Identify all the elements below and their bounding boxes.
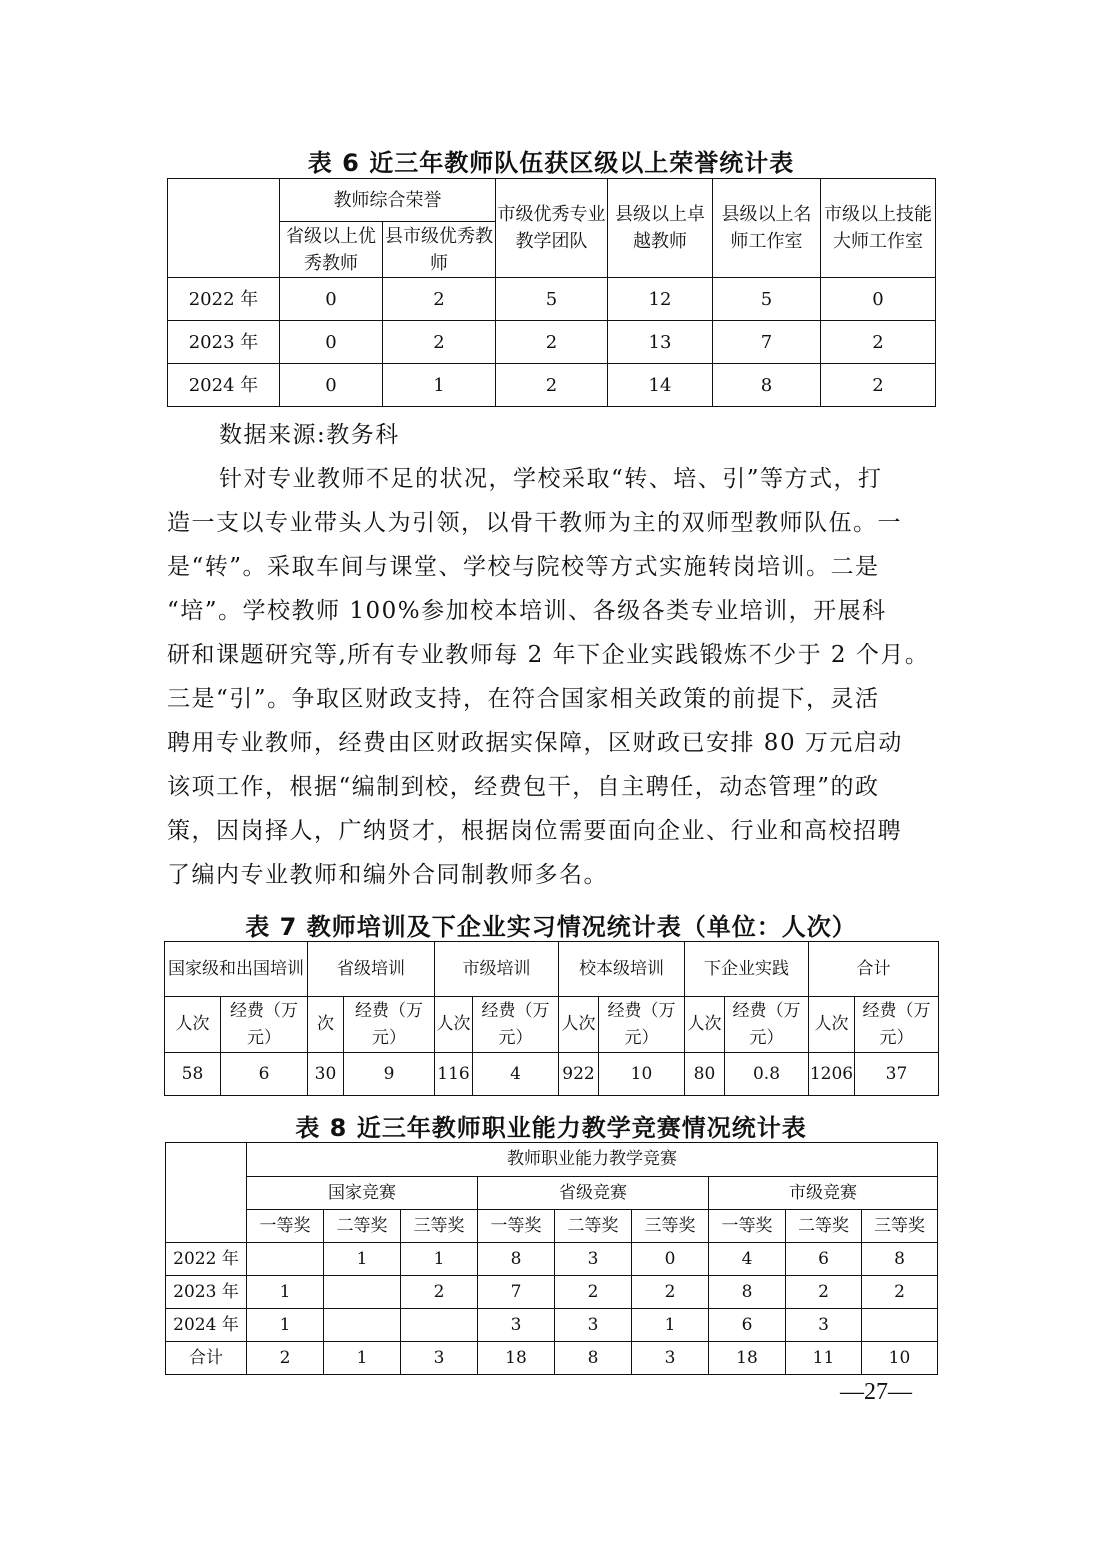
table7-group-header: 国家级和出国培训 [165, 942, 308, 997]
table7-sub-header: 经费（万元） [725, 997, 809, 1053]
cell: 13 [608, 321, 713, 364]
row-label: 2022 年 [166, 1243, 247, 1276]
table7 [164, 941, 939, 1096]
table7-sub-header: 人次 [685, 997, 725, 1053]
cell: 2 [555, 1276, 632, 1309]
cell: 0 [632, 1243, 709, 1276]
cell: 8 [478, 1243, 555, 1276]
cell: 2 [496, 364, 608, 407]
cell: 8 [555, 1342, 632, 1375]
cell: 1 [383, 364, 496, 407]
cell: 4 [473, 1053, 559, 1096]
row-label: 2023 年 [166, 1276, 247, 1309]
paragraph-line: 策，因岗择人，广纳贤才，根据岗位需要面向企业、行业和高校招聘 [167, 818, 902, 844]
table6-sub-header: 省级以上优秀教师 [280, 222, 383, 278]
cell: 2 [383, 278, 496, 321]
cell: 2 [821, 321, 936, 364]
table7-sub-header: 人次 [165, 997, 221, 1053]
cell: 2 [821, 364, 936, 407]
cell [862, 1309, 938, 1342]
cell: 922 [559, 1053, 599, 1096]
cell: 6 [709, 1309, 786, 1342]
row-year: 2024 年 [168, 364, 280, 407]
paragraph-line: “培”。学校教师 100%参加校本培训、各级各类专业培训，开展科 [167, 598, 887, 624]
paragraph-line: 针对专业教师不足的状况，学校采取“转、培、引”等方式，打 [219, 466, 883, 492]
cell: 1 [632, 1309, 709, 1342]
table7-group-header: 校本级培训 [559, 942, 685, 997]
table7-sub-header: 次 [308, 997, 344, 1053]
cell: 116 [435, 1053, 473, 1096]
table-row [165, 1053, 939, 1096]
table6 [167, 178, 936, 407]
cell [401, 1309, 478, 1342]
table7-group-header: 市级培训 [435, 942, 559, 997]
paragraph-line: 造一支以专业带头人为引领，以骨干教师为主的双师型教师队伍。一 [167, 510, 902, 536]
table8-award-header: 三等奖 [401, 1210, 478, 1243]
table8-award-header: 二等奖 [324, 1210, 401, 1243]
cell: 2 [401, 1276, 478, 1309]
table7-sub-header: 经费（万元） [855, 997, 939, 1053]
row-label: 2024 年 [166, 1309, 247, 1342]
row-year: 2022 年 [168, 278, 280, 321]
table8-group-header: 市级竞赛 [709, 1177, 938, 1210]
cell [324, 1309, 401, 1342]
table7-sub-header: 经费（万元） [221, 997, 308, 1053]
paragraph-line: 是“转”。采取车间与课堂、学校与院校等方式实施转岗培训。二是 [167, 554, 880, 580]
cell: 8 [862, 1243, 938, 1276]
cell: 7 [713, 321, 821, 364]
cell: 1206 [809, 1053, 855, 1096]
row-year: 2023 年 [168, 321, 280, 364]
table7-group-header: 省级培训 [308, 942, 435, 997]
table-row [166, 1243, 938, 1276]
cell: 3 [555, 1243, 632, 1276]
cell: 1 [324, 1243, 401, 1276]
table-row [168, 364, 936, 407]
cell: 3 [786, 1309, 862, 1342]
paragraph-line: 聘用专业教师，经费由区财政据实保障，区财政已安排 80 万元启动 [167, 730, 903, 756]
cell: 0.8 [725, 1053, 809, 1096]
table7-sub-header: 经费（万元） [344, 997, 435, 1053]
cell: 2 [247, 1342, 324, 1375]
body-paragraph [167, 457, 935, 897]
table7-group-header: 合计 [809, 942, 939, 997]
table8-top-header: 教师职业能力教学竞赛 [247, 1143, 938, 1177]
table8-group-header: 国家竞赛 [247, 1177, 478, 1210]
cell: 8 [709, 1276, 786, 1309]
cell: 9 [344, 1053, 435, 1096]
cell: 18 [478, 1342, 555, 1375]
table7-sub-header: 人次 [559, 997, 599, 1053]
table6-group-header: 教师综合荣誉 [280, 179, 496, 222]
cell: 3 [555, 1309, 632, 1342]
cell: 5 [496, 278, 608, 321]
table7-caption: 表 7 教师培训及下企业实习情况统计表（单位：人次） [245, 913, 857, 941]
cell: 30 [308, 1053, 344, 1096]
table8-award-header: 一等奖 [709, 1210, 786, 1243]
table7-sub-header: 人次 [435, 997, 473, 1053]
row-label: 合计 [166, 1342, 247, 1375]
cell: 10 [599, 1053, 685, 1096]
cell: 5 [713, 278, 821, 321]
table-row [166, 1309, 938, 1342]
cell: 14 [608, 364, 713, 407]
paragraph-line: 了编内专业教师和编外合同制教师多名。 [167, 862, 608, 888]
table8-award-header: 三等奖 [632, 1210, 709, 1243]
cell: 3 [401, 1342, 478, 1375]
paragraph-line: 研和课题研究等,所有专业教师每 2 年下企业实践锻炼不少于 2 个月。 [167, 642, 930, 668]
table8-caption: 表 8 近三年教师职业能力教学竞赛情况统计表 [295, 1114, 807, 1142]
table-row [166, 1276, 938, 1309]
cell: 12 [608, 278, 713, 321]
cell: 2 [496, 321, 608, 364]
page-number: —27— [840, 1379, 912, 1405]
cell: 1 [324, 1342, 401, 1375]
table8 [165, 1142, 938, 1375]
table6-corner [168, 179, 280, 278]
table6-col-header: 县级以上名师工作室 [713, 179, 821, 278]
table8-award-header: 三等奖 [862, 1210, 938, 1243]
table8-award-header: 一等奖 [247, 1210, 324, 1243]
table6-caption: 表 6 近三年教师队伍获区级以上荣誉统计表 [307, 149, 795, 177]
cell: 6 [221, 1053, 308, 1096]
table6-col-header: 市级以上技能大师工作室 [821, 179, 936, 278]
cell: 2 [383, 321, 496, 364]
table7-group-header: 下企业实践 [685, 942, 809, 997]
cell: 37 [855, 1053, 939, 1096]
cell: 1 [247, 1276, 324, 1309]
cell: 1 [401, 1243, 478, 1276]
table-row [168, 321, 936, 364]
cell: 80 [685, 1053, 725, 1096]
cell: 4 [709, 1243, 786, 1276]
cell: 2 [632, 1276, 709, 1309]
cell: 11 [786, 1342, 862, 1375]
table-row [166, 1342, 938, 1375]
table7-sub-header: 经费（万元） [473, 997, 559, 1053]
table8-award-header: 二等奖 [555, 1210, 632, 1243]
cell: 0 [821, 278, 936, 321]
table8-group-header: 省级竞赛 [478, 1177, 709, 1210]
cell: 3 [478, 1309, 555, 1342]
cell: 8 [713, 364, 821, 407]
cell [324, 1276, 401, 1309]
paragraph-line: 该项工作，根据“编制到校，经费包干，自主聘任，动态管理”的政 [167, 774, 880, 800]
cell: 3 [632, 1342, 709, 1375]
table8-award-header: 一等奖 [478, 1210, 555, 1243]
table6-sub-header: 县市级优秀教师 [383, 222, 496, 278]
table6-col-header: 县级以上卓越教师 [608, 179, 713, 278]
cell: 0 [280, 364, 383, 407]
cell: 58 [165, 1053, 221, 1096]
cell: 0 [280, 278, 383, 321]
cell: 10 [862, 1342, 938, 1375]
cell: 6 [786, 1243, 862, 1276]
table7-sub-header: 人次 [809, 997, 855, 1053]
paragraph-line: 三是“引”。争取区财政支持，在符合国家相关政策的前提下，灵活 [167, 686, 880, 712]
source-text: 数据来源:教务科 [219, 422, 400, 448]
cell: 2 [862, 1276, 938, 1309]
table6-source [167, 413, 935, 457]
cell: 18 [709, 1342, 786, 1375]
cell: 2 [786, 1276, 862, 1309]
cell [247, 1243, 324, 1276]
table6-col-header: 市级优秀专业教学团队 [496, 179, 608, 278]
cell: 1 [247, 1309, 324, 1342]
table8-award-header: 二等奖 [786, 1210, 862, 1243]
cell: 7 [478, 1276, 555, 1309]
table8-corner [166, 1143, 247, 1243]
table7-sub-header: 经费（万元） [599, 997, 685, 1053]
table-row [168, 278, 936, 321]
cell: 0 [280, 321, 383, 364]
